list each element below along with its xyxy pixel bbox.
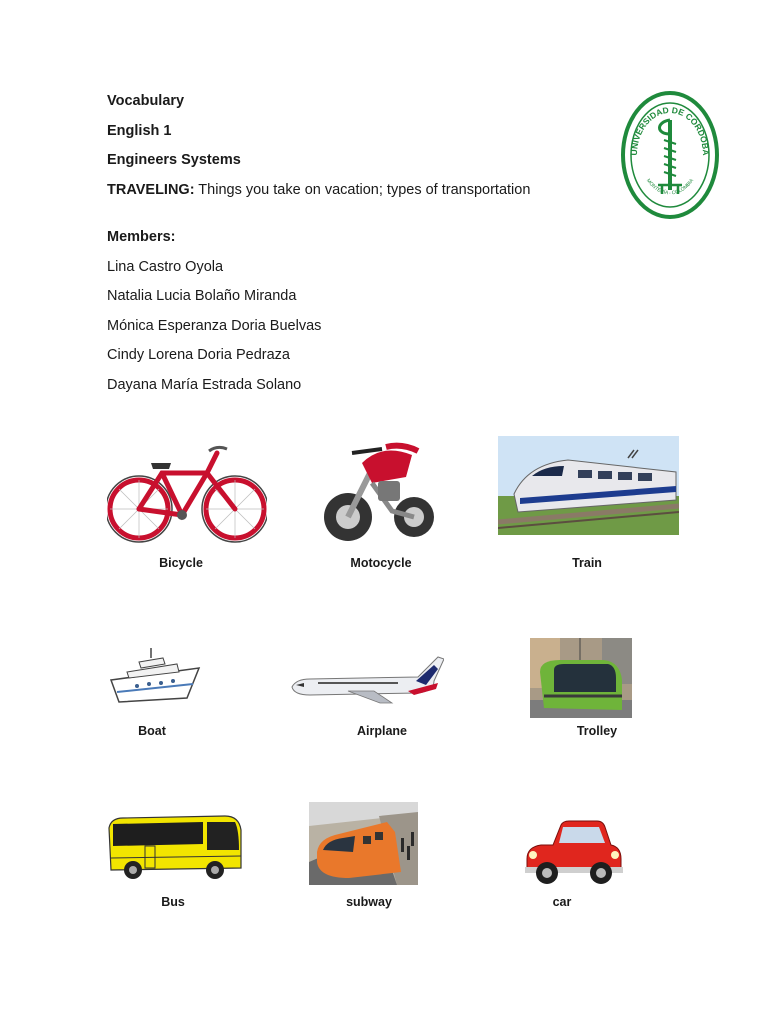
topic-label: TRAVELING: — [107, 182, 195, 198]
vocab-label-airplane: Airplane — [356, 724, 407, 738]
vocab-label-subway: subway — [346, 895, 392, 909]
member-name: Dayana María Estrada Solano — [107, 377, 302, 393]
vocab-label-boat: Boat — [138, 724, 166, 738]
vocab-label-motocycle: Motocycle — [350, 556, 412, 570]
boat-image — [107, 646, 201, 706]
car-image — [523, 815, 624, 887]
member-name: Lina Castro Oyola — [107, 259, 224, 275]
train-image — [498, 436, 679, 535]
topic-text: Things you take on vacation; types of transportation — [194, 182, 531, 198]
document-title: Vocabulary — [107, 93, 185, 109]
vocab-label-bus: Bus — [161, 895, 185, 909]
member-name: Natalia Lucia Bolaño Miranda — [107, 288, 297, 304]
vocab-label-bicycle: Bicycle — [159, 556, 203, 570]
svg-text:MONTERÍA - COLOMBIA: MONTERÍA - COLOMBIA — [644, 177, 696, 197]
svg-text:UNIVERSIDAD DE CÓRDOBA: UNIVERSIDAD DE CÓRDOBA — [628, 104, 712, 156]
vocab-label-car: car — [552, 895, 572, 909]
bicycle-image — [107, 443, 267, 545]
member-name: Mónica Esperanza Doria Buelvas — [107, 318, 322, 334]
trolley-image — [530, 638, 632, 718]
subway-image — [309, 802, 418, 885]
course-name: English 1 — [107, 123, 172, 139]
vocab-label-train: Train — [572, 556, 602, 570]
member-name: Cindy Lorena Doria Pedraza — [107, 347, 290, 363]
members-heading: Members: — [107, 229, 176, 245]
university-seal-logo — [620, 90, 720, 220]
airplane-image — [288, 655, 444, 705]
motorcycle-image — [322, 433, 434, 545]
bus-image — [107, 810, 243, 880]
program-name: Engineers Systems — [107, 152, 241, 168]
vocab-label-trolley: Trolley — [576, 724, 618, 738]
topic-line — [107, 181, 530, 199]
